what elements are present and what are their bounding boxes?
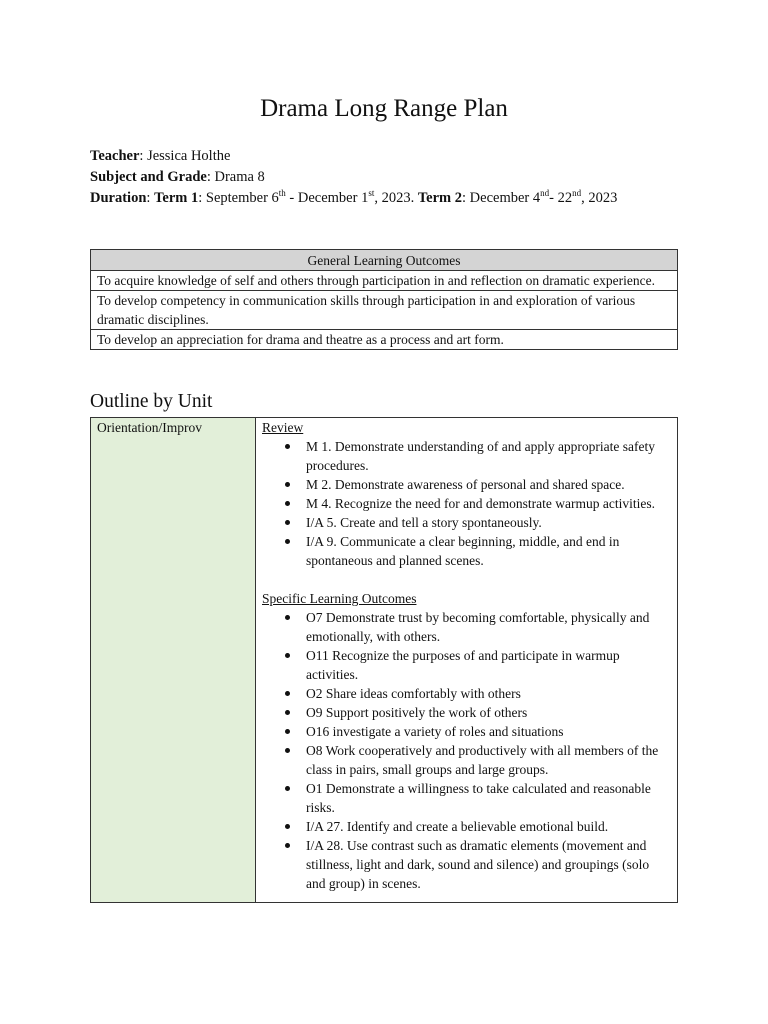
term2-end-sup: nd	[572, 188, 582, 199]
table-row	[91, 291, 678, 330]
term1-start: September 6	[205, 190, 279, 206]
list-item: O2 Share ideas comfortably with others	[306, 684, 671, 703]
term2-mid: - 22	[549, 190, 573, 206]
term2-label: Term 2	[417, 190, 463, 206]
duration-label: Duration	[90, 190, 147, 206]
spacer	[262, 570, 671, 589]
list-item: M 2. Demonstrate awareness of personal and shared space.	[306, 475, 671, 494]
unit-name-cell: Orientation/Improv	[91, 418, 256, 903]
term1-label: Term 1	[154, 190, 199, 206]
list-item: I/A 27. Identify and create a believable emotional build.	[306, 817, 671, 836]
list-item: O9 Support positively the work of others	[306, 703, 671, 722]
list-item: O16 investigate a variety of roles and situations	[306, 722, 671, 741]
list-item: O11 Recognize the purposes of and participate in warmup activities.	[306, 646, 671, 684]
list-item: I/A 5. Create and tell a story spontaneously.	[306, 513, 671, 532]
table-row	[91, 418, 678, 903]
table-row	[91, 271, 678, 291]
term2-start: December 4	[469, 190, 541, 206]
review-heading: Review	[262, 420, 304, 435]
list-item: O1 Demonstrate a willingness to take calculated and reasonable risks.	[306, 779, 671, 817]
outline-title: Outline by Unit	[90, 391, 213, 412]
glo-cell: To develop competency in communication skills through participation in and exploration of various dramatic disciplines.	[91, 291, 678, 330]
list-item: I/A 28. Use contrast such as dramatic elements (movement and stillness, light and dark, sound and silence) and groupings (solo and group) in scenes.	[306, 836, 671, 893]
slo-heading: Specific Learning Outcomes	[262, 591, 417, 606]
review-list	[262, 437, 671, 570]
teacher-name: Jessica Holthe	[147, 148, 231, 164]
term2-start-sup: nd	[540, 188, 550, 199]
term1-start-sup: th	[278, 188, 286, 199]
general-learning-outcomes-table	[90, 249, 678, 350]
list-item: M 1. Demonstrate understanding of and apply appropriate safety procedures.	[306, 437, 671, 475]
subject-line: Subject and Grade: Drama 8	[90, 169, 265, 185]
list-item: M 4. Recognize the need for and demonstrate warmup activities.	[306, 494, 671, 513]
teacher-label: Teacher	[90, 148, 140, 164]
term1-year: , 2023.	[374, 190, 418, 206]
term1-mid: - December 1	[285, 190, 369, 206]
duration-line: Duration: Term 1: September 6th - December 1st, 2023. Term 2: December 4nd- 22nd, 2023	[90, 188, 618, 206]
glo-cell: To develop an appreciation for drama and theatre as a process and art form.	[91, 330, 678, 350]
teacher-line: Teacher: Jessica Holthe	[90, 148, 231, 164]
glo-cell: To acquire knowledge of self and others through participation in and reflection on dramatic experience.	[91, 271, 678, 291]
list-item: O7 Demonstrate trust by becoming comfortable, physically and emotionally, with others.	[306, 608, 671, 646]
unit-content-cell	[256, 418, 678, 903]
page-title: Drama Long Range Plan	[260, 95, 508, 122]
slo-list	[262, 608, 671, 893]
list-item: I/A 9. Communicate a clear beginning, middle, and end in spontaneous and planned scenes.	[306, 532, 671, 570]
term2-year: , 2023	[581, 190, 618, 206]
unit-outline-table	[90, 417, 678, 903]
plan-meta	[90, 146, 678, 209]
term1-end-sup: st	[368, 188, 375, 199]
subject-value: Drama 8	[214, 169, 265, 185]
subject-label: Subject and Grade	[90, 169, 207, 185]
glo-header: General Learning Outcomes	[91, 250, 678, 271]
table-row	[91, 330, 678, 350]
list-item: O8 Work cooperatively and productively with all members of the class in pairs, small groups and large groups.	[306, 741, 671, 779]
